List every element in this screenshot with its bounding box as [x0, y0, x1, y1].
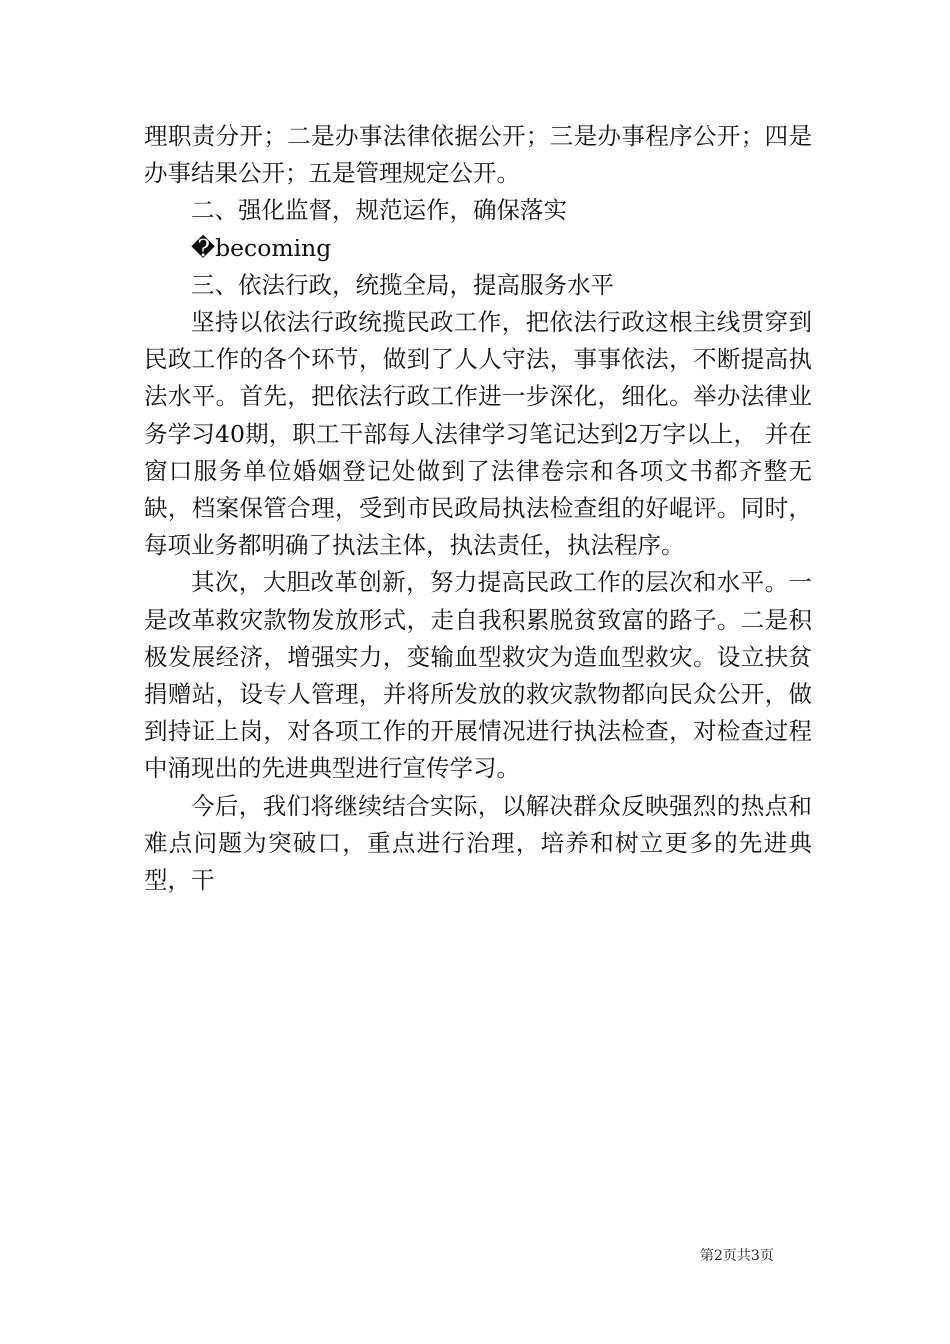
paragraph-supervision: �becoming — [191, 233, 332, 262]
paragraph-law-administration: 坚持以依法行政统揽民政工作，把依法行政这根主线贯穿到民政工作的各个环节，做到了人人守法，事事依法，不断提高执法水平。首先，把依法行政工作进一步深化，细化。举办法律业务学习40期，职工干部每人法律学习笔记达到2万字以上， 并在窗口服务单位婚姻登记处做到了法律卷宗和各项文书都齐整无缺，档案保管合理，受到市民政局执法检查组的好崐评。同时，每项业务都明确了执法主体，执法责任，执法程序。 — [144, 308, 812, 560]
paragraph-future: 今后，我们将继续结合实际，以解决群众反映强烈的热点和难点问题为突破口，重点进行治理，培养和树立更多的先进典型，干 — [144, 791, 812, 895]
section-heading-2: 二、强化监督，规范运作，确保落实 — [191, 196, 567, 225]
document-body — [144, 118, 812, 899]
paragraph-reform: 其次，大胆改革创新，努力提高民政工作的层次和水平。一是改革救灾款物发放形式，走自我积累脱贫致富的路子。二是积极发展经济，增强实力，变输血型救灾为造血型救灾。设立扶贫捐赠站，设专人管理，并将所发放的救灾款物都向民众公开，做到持证上岗，对各项工作的开展情况进行执法检查，对检查过程中涌现出的先进典型进行宣传学习。 — [144, 568, 812, 783]
paragraph-continuation: 理职责分开；二是办事法律依据公开；三是办事程序公开；四是办事结果公开；五是管理规定公开。 — [144, 122, 812, 188]
page-number-footer: 第2页共3页 — [700, 1248, 774, 1264]
section-heading-3: 三、依法行政，统揽全局，提高服务水平 — [191, 270, 614, 299]
